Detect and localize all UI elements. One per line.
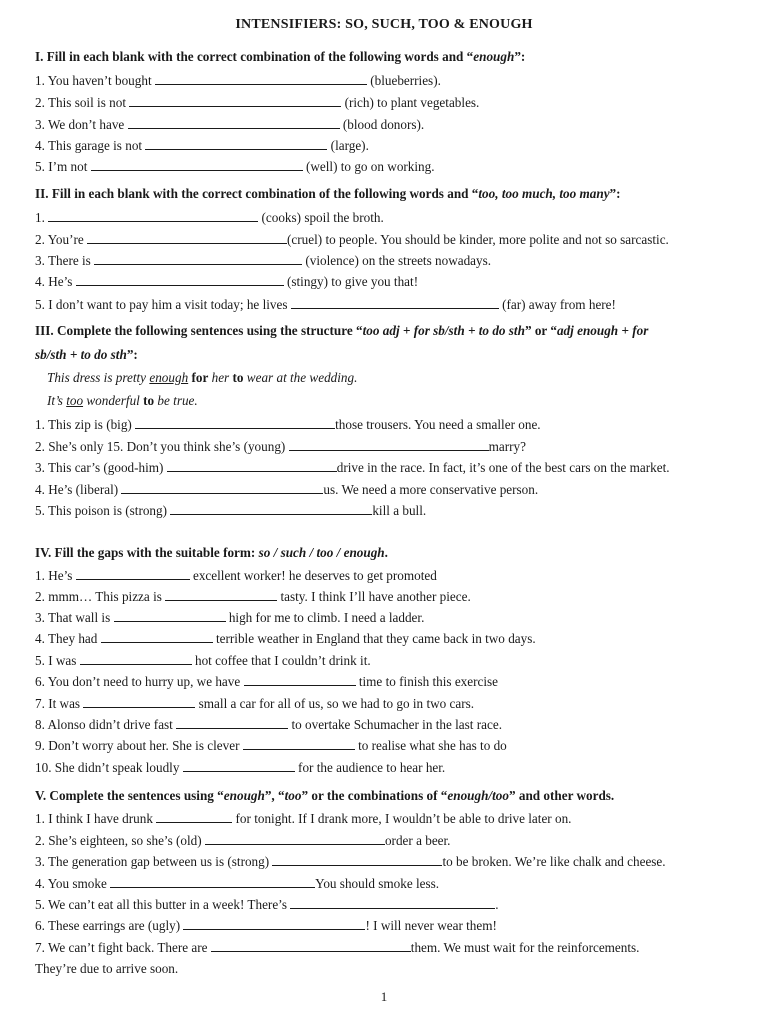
- s1-item: 4. This garage is not (large).: [35, 138, 369, 153]
- s2-item: 1. (cooks) spoil the broth.: [35, 210, 384, 225]
- s4-item: 3. That wall is high for me to climb. I need a ladder.: [35, 610, 425, 625]
- answer-blank[interactable]: [121, 481, 323, 494]
- s4-item: 7. It was small a car for all of us, so we had to go in two cars.: [35, 696, 475, 711]
- section-3-header-cont: sb/sth + to do sth”:: [35, 347, 138, 362]
- answer-blank[interactable]: [87, 231, 287, 244]
- s2-item: 4. He’s (stingy) to give you that!: [35, 274, 419, 289]
- section-3-header: III. Complete the following sentences using the structure “too adj + for sb/sth + to do sth” or “adj enough + for: [35, 323, 649, 338]
- s4-item: 9. Don’t worry about her. She is clever to realise what she has to do: [35, 738, 507, 753]
- answer-blank[interactable]: [114, 609, 226, 622]
- answer-blank[interactable]: [289, 438, 489, 451]
- s5-item: 5. We can’t eat all this butter in a week! There’s .: [35, 897, 499, 912]
- s3-item: 1. This zip is (big) those trousers. You need a smaller one.: [35, 417, 541, 432]
- section-2-header: II. Fill in each blank with the correct combination of the following words and “too, too much, too many”:: [35, 186, 621, 201]
- s5-item: 3. The generation gap between us is (strong) to be broken. We’re like chalk and cheese.: [35, 854, 666, 869]
- section-1-header: I. Fill in each blank with the correct combination of the following words and “enough”:: [35, 49, 526, 64]
- s4-item: 1. He’s excellent worker! he deserves to get promoted: [35, 568, 437, 583]
- s4-item: 4. They had terrible weather in England that they came back in two days.: [35, 631, 536, 646]
- answer-blank[interactable]: [83, 695, 195, 708]
- answer-blank[interactable]: [290, 896, 495, 909]
- answer-blank[interactable]: [291, 296, 499, 309]
- s2-item: 5. I don’t want to pay him a visit today; he lives (far) away from here!: [35, 297, 616, 312]
- answer-blank[interactable]: [128, 116, 340, 129]
- answer-blank[interactable]: [183, 759, 295, 772]
- answer-blank[interactable]: [129, 94, 341, 107]
- s3-item: 2. She’s only 15. Don’t you think she’s (young) marry?: [35, 439, 526, 454]
- answer-blank[interactable]: [176, 716, 288, 729]
- s4-item: 8. Alonso didn’t drive fast to overtake Schumacher in the last race.: [35, 717, 502, 732]
- s3-item: 4. He’s (liberal) us. We need a more conservative person.: [35, 482, 539, 497]
- s4-item: 10. She didn’t speak loudly for the audience to hear her.: [35, 760, 446, 775]
- answer-blank[interactable]: [94, 252, 302, 265]
- s1-item: 3. We don’t have (blood donors).: [35, 117, 425, 132]
- page-title: INTENSIFIERS: SO, SUCH, TOO & ENOUGH: [235, 17, 533, 32]
- answer-blank[interactable]: [155, 72, 367, 85]
- s4-item: 5. I was hot coffee that I couldn’t drink it.: [35, 653, 371, 668]
- example-sentence: This dress is pretty enough for her to wear at the wedding.: [47, 370, 358, 385]
- answer-blank[interactable]: [243, 737, 355, 750]
- s5-item: 6. These earrings are (ugly) ! I will never wear them!: [35, 918, 497, 933]
- answer-blank[interactable]: [244, 673, 356, 686]
- s2-item: 2. You’re (cruel) to people. You should be kinder, more polite and not so sarcastic.: [35, 232, 669, 247]
- s1-item: 1. You haven’t bought (blueberries).: [35, 73, 441, 88]
- s5-item: 7. We can’t fight back. There are them. We must wait for the reinforcements.: [35, 940, 640, 955]
- answer-blank[interactable]: [48, 209, 258, 222]
- answer-blank[interactable]: [167, 459, 337, 472]
- s5-item: 1. I think I have drunk for tonight. If I drank more, I wouldn’t be able to drive later on.: [35, 811, 572, 826]
- answer-blank[interactable]: [110, 875, 315, 888]
- answer-blank[interactable]: [76, 273, 284, 286]
- s5-item: 2. She’s eighteen, so she’s (old) order a beer.: [35, 833, 451, 848]
- s3-item: 5. This poison is (strong) kill a bull.: [35, 503, 427, 518]
- example-sentence: It’s too wonderful to be true.: [47, 393, 198, 408]
- s3-item: 3. This car’s (good-him) drive in the race. In fact, it’s one of the best cars on the market.: [35, 460, 670, 475]
- s5-item-continuation: They’re due to arrive soon.: [35, 961, 179, 976]
- s4-item: 6. You don’t need to hurry up, we have time to finish this exercise: [35, 674, 499, 689]
- section-4-header: IV. Fill the gaps with the suitable form: so / such / too / enough.: [35, 545, 388, 560]
- s1-item: 2. This soil is not (rich) to plant vegetables.: [35, 95, 480, 110]
- s5-item: 4. You smoke You should smoke less.: [35, 876, 440, 891]
- answer-blank[interactable]: [170, 502, 372, 515]
- answer-blank[interactable]: [183, 917, 365, 930]
- section-5-header: V. Complete the sentences using “enough”, “too” or the combinations of “enough/too” and other words.: [35, 788, 615, 803]
- s1-item: 5. I’m not (well) to go on working.: [35, 159, 435, 174]
- s4-item: 2. mmm… This pizza is tasty. I think I’ll have another piece.: [35, 589, 471, 604]
- answer-blank[interactable]: [272, 853, 442, 866]
- answer-blank[interactable]: [101, 630, 213, 643]
- answer-blank[interactable]: [135, 416, 335, 429]
- answer-blank[interactable]: [165, 588, 277, 601]
- answer-blank[interactable]: [156, 810, 232, 823]
- page-number: 1: [380, 989, 388, 1004]
- answer-blank[interactable]: [211, 939, 411, 952]
- answer-blank[interactable]: [91, 158, 303, 171]
- answer-blank[interactable]: [145, 137, 327, 150]
- answer-blank[interactable]: [205, 832, 385, 845]
- s2-item: 3. There is (violence) on the streets nowadays.: [35, 253, 492, 268]
- answer-blank[interactable]: [76, 567, 190, 580]
- answer-blank[interactable]: [80, 652, 192, 665]
